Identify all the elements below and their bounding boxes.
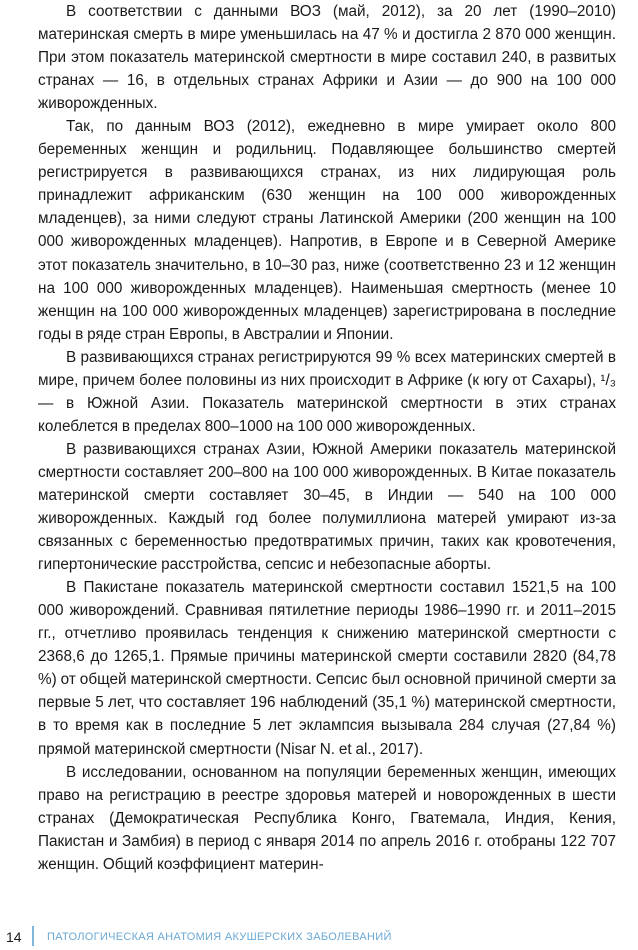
paragraph-registry-study: В исследовании, основанном на популяции беременных женщин, имеющих право на регистрацию в реестре здоровья матерей и новорожденных в шести странах (Демократическая Республика Конго, Гватемала, Индия, Кения, Пакистан и Замбия) в период с января 2014 по апрель 2016 г. отобраны 122 707 женщин. Общий коэффициент материн- <box>38 763 616 873</box>
footer-divider <box>32 926 34 946</box>
body-text <box>38 0 616 876</box>
paragraph-daily-mortality: Так, по данным ВОЗ (2012), ежедневно в мире умирает около 800 беременных женщин и родильниц. Подавляющее большинство смертей регистрируется в развивающихся странах, из них лидирующая роль принадлежит африканским (630 женщин на 100 000 живорожденных младенцев), за ними следуют страны Латинской Америки (200 женщин на 100 000 живорожденных младенцев). Напротив, в Европе и в Северной Америке этот показатель значительно, в 10–30 раз, ниже (соответственно 23 и 12 женщин на 100 000 живорожденных младенцев). Наименьшая смертность (менее 10 женщин на 100 000 живорожденных младенцев) зарегистрирована в последние годы в ряде стран Европы, в Австралии и Японии. <box>38 118 616 343</box>
paragraph-developing-countries: В развивающихся странах регистрируются 99 % всех материнских смертей в мире, причем более половины из них происходит в Африке (к югу от Сахары), ¹/₃ — в Южной Азии. Показатель материнской смертности в этих странах колеблется в пределах 800–1000 на 100 000 живорожденных. <box>38 348 616 435</box>
page-footer <box>0 914 638 950</box>
paragraph-pakistan: В Пакистане показатель материнской смертности составил 1521,5 на 100 000 живорождений. Сравнивая пятилетние периоды 1986–1990 гг. и 2011–2015 гг., отчетливо проявилась тенденция к снижению материнской смертности с 2368,6 до 1265,1. Прямые причины материнской смерти составили 2820 (84,78 %) от общей материнской смертности. Сепсис был основной причиной смерти за первые 5 лет, что составляет 196 наблюдений (35,1 %) материнской смертности, в то время как в последние 5 лет эклампсия вызывала 284 случая (27,84 %) прямой материнской смертности (Nisar N. et al., 2017). <box>38 579 616 758</box>
paragraph-asia-south-america: В развивающихся странах Азии, Южной Америки показатель материнской смертности составляет 200–800 на 100 000 живорожденных. В Китае показатель материнской смерти составляет 30–45, в Индии — 540 на 100 000 живорожденных. Каждый год более полумиллиона матерей умирают из-за связанных с беременностью предотвратимых причин, таких как кровотечения, гипертонические расстройства, сепсис и небезопасные аборты. <box>38 440 616 574</box>
page-number: 14 <box>6 929 22 945</box>
running-title: ПАТОЛОГИЧЕСКАЯ АНАТОМИЯ АКУШЕРСКИХ ЗАБОЛЕВАНИЙ <box>47 931 392 943</box>
paragraph-who-2012: В соответствии с данными ВОЗ (май, 2012), за 20 лет (1990–2010) материнская смерть в мире уменьшилась на 47 % и достигла 2 870 000 женщин. При этом показатель материнской смертности в мире составил 240, в развитых странах — 16, в отдельных странах Африки и Азии — до 900 на 100 000 живорожденных. <box>38 3 616 113</box>
